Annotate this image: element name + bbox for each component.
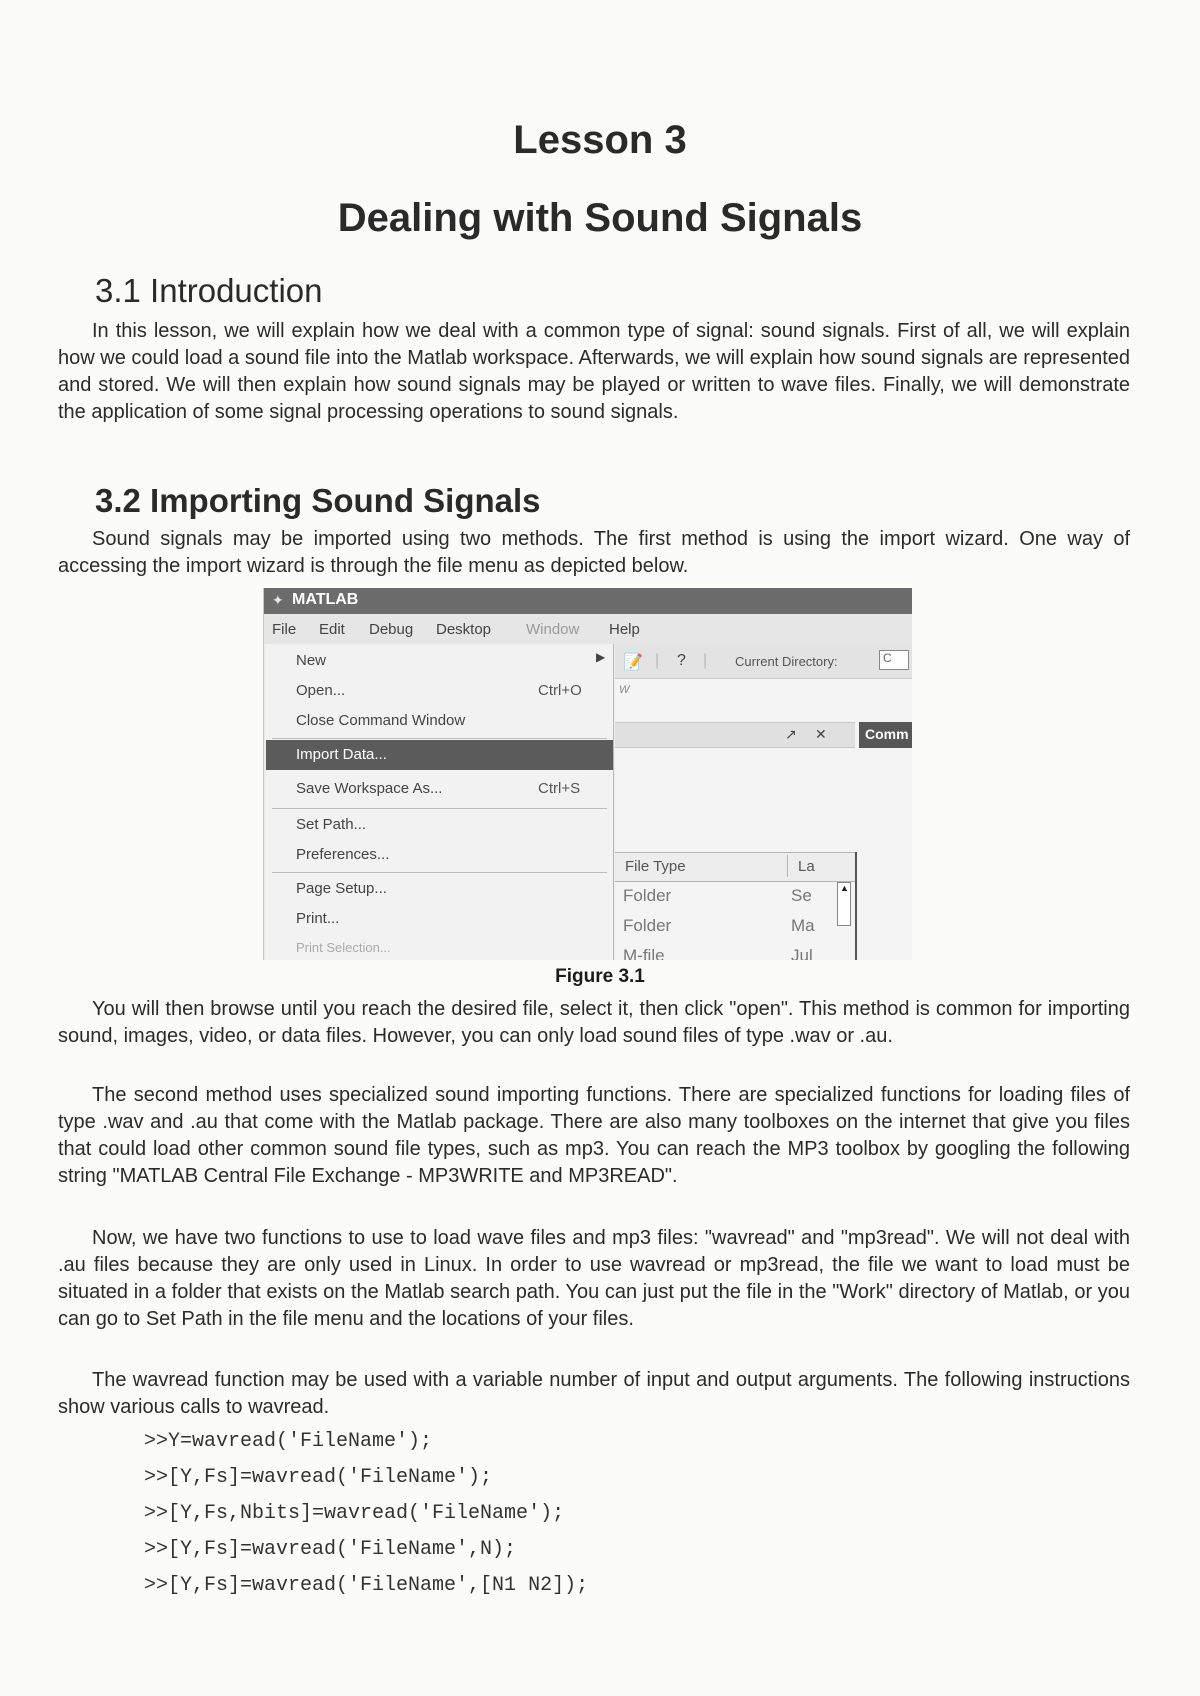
- menu-item-page-setup[interactable]: [266, 874, 613, 904]
- menu-window[interactable]: Window: [526, 621, 580, 638]
- menu-bar: [264, 614, 912, 644]
- menu-item-new[interactable]: [266, 646, 613, 676]
- menu-item-label: Set Path...: [296, 816, 367, 833]
- matlab-logo-icon: ✦: [272, 592, 284, 608]
- toolbar-divider: |: [655, 652, 660, 669]
- file-table: [615, 852, 857, 960]
- table-row[interactable]: [615, 912, 855, 942]
- column-header-file-type[interactable]: File Type: [625, 858, 686, 875]
- menu-item-preferences[interactable]: [266, 840, 613, 870]
- menu-item-label: Print Selection...: [296, 940, 391, 955]
- file-table-header: [615, 852, 855, 882]
- menu-item-print[interactable]: [266, 904, 613, 934]
- menu-item-label: Print...: [296, 910, 340, 927]
- second-method-paragraph: [58, 1082, 1130, 1190]
- table-row[interactable]: [615, 882, 855, 912]
- menu-item-close-command-window[interactable]: [266, 706, 613, 736]
- page-title: Dealing with Sound Signals: [337, 196, 863, 240]
- last-modified-cell: Ma: [791, 916, 815, 935]
- new-file-icon[interactable]: 📝: [623, 654, 643, 671]
- file-type-cell: Folder: [623, 916, 672, 935]
- close-icon[interactable]: ✕: [815, 726, 827, 742]
- menu-item-label: Close Command Window: [296, 712, 466, 729]
- menu-help[interactable]: Help: [609, 621, 640, 638]
- column-header-last-modified[interactable]: La: [787, 855, 815, 877]
- desktop-right-pane: [615, 644, 912, 960]
- command-window-tab[interactable]: Comm: [859, 722, 912, 748]
- toolbar: [615, 644, 912, 679]
- file-menu-dropdown: [266, 644, 614, 960]
- last-modified-cell: Jul: [791, 946, 813, 960]
- menu-separator: [272, 872, 607, 873]
- menu-item-save-workspace-as[interactable]: [266, 774, 613, 804]
- menu-item-shortcut: Ctrl+O: [538, 682, 582, 699]
- lesson-label: Lesson 3: [513, 118, 687, 162]
- wavread-paragraph: [58, 1367, 1130, 1421]
- menu-desktop[interactable]: Desktop: [436, 621, 492, 638]
- code-line: >>Y=wavread('FileName');: [144, 1430, 433, 1453]
- importing-paragraph: [58, 526, 1130, 580]
- current-directory-label: Current Directory:: [735, 654, 838, 669]
- matlab-screenshot: [263, 588, 912, 960]
- browse-paragraph: [58, 996, 1130, 1050]
- code-line: >>[Y,Fs]=wavread('FileName');: [144, 1466, 493, 1489]
- matlab-title-bar: [264, 588, 912, 614]
- menu-edit[interactable]: Edit: [319, 621, 345, 638]
- wavread-paragraph-text: The wavread function may be used with a variable number of input and output arguments. The following instructions show various calls to wavread.: [58, 1369, 1130, 1418]
- menu-file[interactable]: File: [272, 621, 297, 638]
- menu-item-label: Open...: [296, 682, 346, 699]
- menu-separator: [272, 808, 607, 809]
- code-line: >>[Y,Fs]=wavread('FileName',N);: [144, 1538, 517, 1561]
- workspace-label: W: [619, 684, 630, 696]
- menu-item-label: Import Data...: [296, 746, 387, 763]
- menu-item-set-path[interactable]: [266, 810, 613, 840]
- section-heading-importing: 3.2 Importing Sound Signals: [95, 482, 541, 519]
- intro-paragraph: [58, 318, 1130, 426]
- intro-paragraph-text: In this lesson, we will explain how we deal with a common type of signal: sound signals. First of all, we will explain how we could load a sound file into the Matlab workspace. Afterwards, we will explain how sound signals are represented and stored. We will then explain how sound signals may be played or written to wave files. Finally, we will demonstrate the application of some signal processing operations to sound signals.: [58, 320, 1130, 423]
- menu-debug[interactable]: Debug: [369, 621, 414, 638]
- file-type-cell: Folder: [623, 886, 672, 905]
- second-method-paragraph-text: The second method uses specialized sound importing functions. There are specialized functions for loading files of type .wav and .au that come with the Matlab package. There are also many toolboxes on the internet that give you files that could load other common sound file types, such as mp3. You can reach the MP3 toolbox by googling the following string "MATLAB Central File Exchange - MP3WRITE and MP3READ".: [58, 1084, 1130, 1187]
- current-directory-input[interactable]: C: [879, 650, 909, 670]
- menu-separator: [272, 738, 607, 739]
- section-heading-introduction: 3.1 Introduction: [95, 272, 323, 309]
- functions-paragraph-text: Now, we have two functions to use to load wave files and mp3 files: "wavread" and "mp3read". We will not deal with .au files because they are only used in Linux. In order to use wavread or mp3read, the file we want to load must be situated in a folder that exists on the Matlab search path. You can just put the file in the "Work" directory of Matlab, or you can go to Set Path in the file menu and the locations of your files.: [58, 1227, 1130, 1330]
- vertical-scrollbar[interactable]: [837, 882, 851, 926]
- pane-header: [615, 722, 855, 748]
- browse-paragraph-text: You will then browse until you reach the desired file, select it, then click "open". This method is common for importing sound, images, video, or data files. However, you can only load sound files of type .wav or .au.: [58, 998, 1130, 1047]
- menu-item-label: Save Workspace As...: [296, 780, 443, 797]
- code-line: >>[Y,Fs,Nbits]=wavread('FileName');: [144, 1502, 565, 1525]
- menu-item-open[interactable]: [266, 676, 613, 706]
- code-line: >>[Y,Fs]=wavread('FileName',[N1 N2]);: [144, 1574, 589, 1597]
- menu-item-shortcut: Ctrl+S: [538, 780, 581, 797]
- menu-item-print-selection[interactable]: [266, 934, 613, 960]
- importing-paragraph-text: Sound signals may be imported using two methods. The first method is using the import wizard. One way of accessing the import wizard is through the file menu as depicted below.: [58, 528, 1130, 577]
- file-type-cell: M-file: [623, 946, 665, 960]
- table-row[interactable]: [615, 942, 855, 960]
- submenu-arrow-icon: ▶: [596, 650, 606, 664]
- undock-icon[interactable]: ↗: [785, 726, 797, 742]
- scroll-up-icon[interactable]: ▲: [840, 883, 849, 893]
- last-modified-cell: Se: [791, 886, 812, 905]
- toolbar-divider: |: [703, 652, 708, 669]
- window-title: MATLAB: [292, 591, 359, 608]
- functions-paragraph: [58, 1225, 1130, 1333]
- help-icon[interactable]: ?: [677, 652, 686, 669]
- figure-caption: Figure 3.1: [555, 966, 645, 987]
- menu-item-import-data[interactable]: [266, 740, 613, 770]
- menu-item-label: Page Setup...: [296, 880, 387, 897]
- menu-item-label: Preferences...: [296, 846, 390, 863]
- menu-item-label: New: [296, 652, 327, 669]
